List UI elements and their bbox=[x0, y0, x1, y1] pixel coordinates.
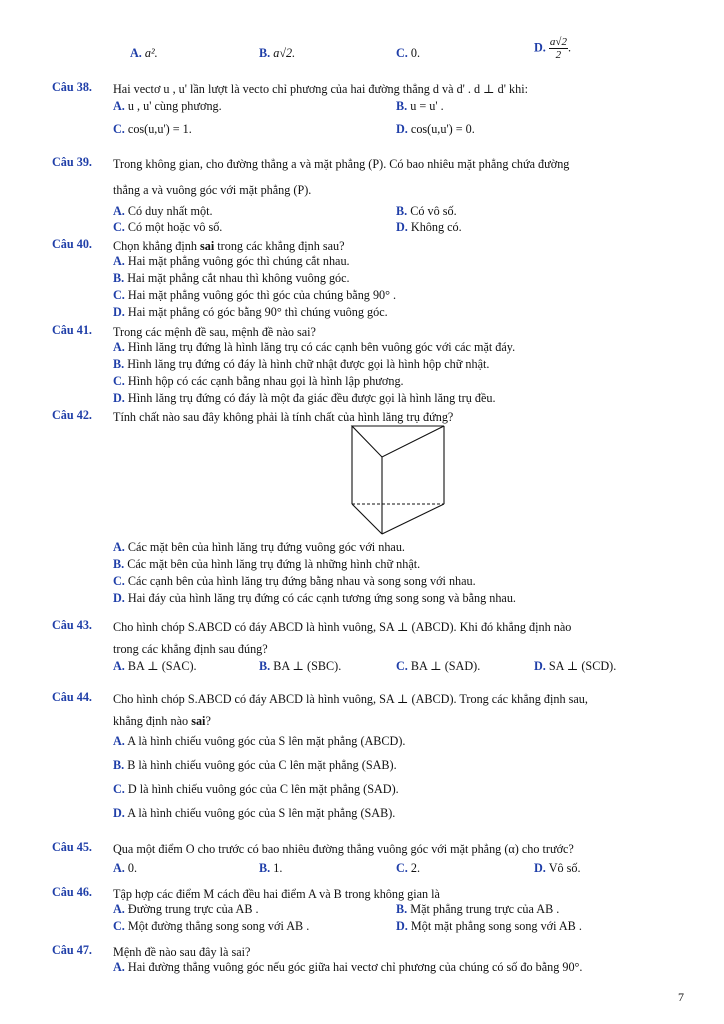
question-number: Câu 46. bbox=[52, 885, 92, 899]
question-number: Câu 42. bbox=[52, 408, 92, 422]
question-number: Câu 43. bbox=[52, 618, 92, 632]
question-number: Câu 41. bbox=[52, 323, 92, 337]
option-a: u , u' cùng phương. bbox=[127, 99, 222, 113]
option-d: A là hình chiếu vuông góc của S lên mặt phẳng (SAB). bbox=[127, 806, 396, 820]
question-text: Chọn khẳng định sai trong các khẳng định sau? bbox=[113, 239, 345, 253]
question-text: Mệnh đề nào sau đây là sai? bbox=[113, 945, 251, 959]
option-a: 0. bbox=[127, 861, 138, 875]
question-text-line2: trong các khẳng định sau đúng? bbox=[113, 642, 268, 656]
option-b: Hai mặt phẳng cắt nhau thì không vuông góc. bbox=[127, 271, 350, 285]
question-text-line2: thẳng a và vuông góc với mặt phẳng (P). bbox=[113, 183, 312, 197]
question-number: Câu 40. bbox=[52, 237, 92, 251]
question-text: Hai vectơ u , u' lần lượt là vecto chỉ phương của hai đường thẳng d và d' . d ⊥ d' khi: bbox=[113, 82, 528, 96]
option-c: cos(u,u') = 1. bbox=[127, 122, 192, 136]
question-number: Câu 44. bbox=[52, 690, 92, 704]
option-b: u = u' . bbox=[410, 99, 444, 113]
option-d: Hai đáy của hình lăng trụ đứng có các cạnh tương ứng song song và bằng nhau. bbox=[127, 591, 516, 605]
option-b: B là hình chiếu vuông góc của C lên mặt phẳng (SAB). bbox=[127, 758, 397, 772]
option-b: Hình lăng trụ đứng có đáy là hình chữ nhật được gọi là hình hộp chữ nhật. bbox=[127, 357, 490, 371]
question-text: Tập hợp các điểm M cách đều hai điểm A và B trong không gian là bbox=[113, 887, 440, 901]
option-c: Hai mặt phẳng vuông góc thì góc của chúng bằng 90° . bbox=[127, 288, 397, 302]
question-number: Câu 45. bbox=[52, 840, 92, 854]
option-d: Hai mặt phẳng có góc bằng 90° thì chúng vuông góc. bbox=[127, 305, 388, 319]
question-text: Qua một điểm O cho trước có bao nhiêu đường thẳng vuông góc với mặt phẳng (α) cho trước? bbox=[113, 842, 574, 856]
prism-base-left bbox=[352, 504, 382, 534]
prism-top-face bbox=[352, 426, 444, 457]
question-text-line1: Cho hình chóp S.ABCD có đáy ABCD là hình vuông, SA ⊥ (ABCD). Khi đó khẳng định nào bbox=[113, 620, 572, 634]
question-text: Tính chất nào sau đây không phải là tính chất của hình lăng trụ đứng? bbox=[113, 410, 454, 424]
option-c: 2. bbox=[410, 861, 421, 875]
option-a: Các mặt bên của hình lăng trụ đứng vuông góc với nhau. bbox=[127, 540, 405, 554]
option-a: Hai đường thẳng vuông góc nếu góc giữa hai vectơ chỉ phương của chúng có số đo bằng 90°. bbox=[127, 960, 583, 974]
top-option-a: a². bbox=[144, 46, 158, 60]
option-b: BA ⊥ (SBC). bbox=[273, 659, 342, 673]
option-a: Hình lăng trụ đứng là hình lăng trụ có các cạnh bên vuông góc với các mặt đáy. bbox=[127, 340, 516, 354]
document-page: A. a². B. a√2. C. 0. D. $\frac{a√2}{2}$ . Câu 38. Hai vectơ u , u' lần lượt là vecto chỉ phương của hai đường thẳng d và d' . d ⊥ d' khi: A. u , u' cùng phương. B. u = u' . C. cos(u,u') = 1. D. cos(u,u') = 0. Câu 39. Trong không gian, cho đường thẳng a và mặt phẳng (P). Có bao nhiêu mặt phẳng chứa đường thẳng a và vuông góc với mặt phẳng (P). A. Có duy nhất một. B. Có vô số. C. Có một hoặc vô số. D. Không có. Câu 40. Chọn khẳng định sai trong các khẳng định sau? A. Hai mặt phẳng vuông góc thì chúng cắt nhau. B. Hai mặt phẳng cắt nhau thì không vuông góc. C. Hai mặt phẳng vuông góc thì góc của chúng bằng 90° . D. Hai mặt phẳng có góc bằng 90° thì chúng vuông góc. Câu 41. Trong các mệnh đề sau, mệnh đề nào sai? A. Hình lăng trụ đứng là hình lăng trụ có các cạnh bên vuông góc với các mặt đáy. B. Hình lăng trụ đứng có đáy là hình chữ nhật được gọi là hình hộp chữ nhật. C. Hình hộp có các cạnh bằng nhau gọi là hình lập phương. D. Hình lăng trụ đứng có đáy là một đa giác đều được gọi là hình lăng trụ đều. Câu 42. Tính chất nào sau đây không phải là tính chất của hình lăng trụ đứng? A. Các mặt bên của hình lăng trụ đứng vuông góc với nhau. B. Các mặt bên của hình lăng trụ đứng là những hình chữ nhật. C. Các cạnh bên của hình lăng trụ đứng bằng nhau và song song với nhau. D. Hai đáy của hình lăng trụ đứng có các cạnh tương ứng song song và bằng nhau. Câu 43. Cho hình chóp S.ABCD có đáy ABCD là hình vuông, SA ⊥ (ABCD). Khi đó khẳng định nào trong các khẳng định sau đúng? A. BA ⊥ (SAC). B. BA ⊥ (SBC). C. BA ⊥ (SAD). D. SA ⊥ (SCD). Câu 44. Cho hình chóp S.ABCD có đáy ABCD là hình vuông, SA ⊥ (ABCD). Trong các khẳng định sau, khẳng định nào sai? A. A là hình chiếu vuông góc của S lên mặt phẳng (ABCD). B. B là hình chiếu vuông góc của C lên mặt phẳng (SAB). C. D là hình chiếu vuông góc của C lên mặt phẳng (SAD). D. A là hình chiếu vuông góc của S lên mặt phẳng (SAB). Câu 45. Qua một điểm O cho trước có bao nhiêu đường thẳng vuông góc với mặt phẳng (α) cho trước? A. 0. B. 1. C. 2. D. Vô số. Câu 46. Tập hợp các điểm M cách đều hai điểm A và B trong không gian là A. Đường trung trực của AB . B. Mặt phẳng trung trực của AB . C. Một đường thẳng song song với AB . D. Một mặt phẳng song song với AB . Câu 47. Mệnh đề nào sau đây là sai? A. Hai đường thẳng vuông góc nếu góc giữa hai vectơ chỉ phương của chúng có số đo bằng 90°. 7 bbox=[0, 0, 724, 1024]
option-a: Đường trung trực của AB . bbox=[127, 902, 259, 916]
question-text-line1: Cho hình chóp S.ABCD có đáy ABCD là hình vuông, SA ⊥ (ABCD). Trong các khẳng định sau, bbox=[113, 692, 588, 706]
option-d: SA ⊥ (SCD). bbox=[548, 659, 617, 673]
top-option-b: a√2. bbox=[273, 46, 296, 60]
option-a: BA ⊥ (SAC). bbox=[127, 659, 197, 673]
option-d: Vô số. bbox=[548, 861, 581, 875]
prism-base-right bbox=[382, 504, 444, 534]
question-number: Câu 39. bbox=[52, 155, 92, 169]
option-c: BA ⊥ (SAD). bbox=[410, 659, 481, 673]
question-number: Câu 47. bbox=[52, 943, 92, 957]
option-a: A là hình chiếu vuông góc của S lên mặt phẳng (ABCD). bbox=[127, 734, 406, 748]
option-b: 1. bbox=[273, 861, 283, 875]
prism-figure bbox=[340, 424, 452, 536]
option-c: Các cạnh bên của hình lăng trụ đứng bằng nhau và song song với nhau. bbox=[127, 574, 476, 588]
option-c: D là hình chiếu vuông góc của C lên mặt phẳng (SAD). bbox=[127, 782, 399, 796]
option-a: Hai mặt phẳng vuông góc thì chúng cắt nhau. bbox=[127, 254, 350, 268]
option-b: Có vô số. bbox=[410, 204, 457, 218]
question-text-line1: Trong không gian, cho đường thẳng a và mặt phẳng (P). Có bao nhiêu mặt phẳng chứa đường bbox=[113, 157, 570, 171]
top-option-c: 0. bbox=[410, 46, 421, 60]
option-c: Một đường thẳng song song với AB . bbox=[127, 919, 310, 933]
option-b: Các mặt bên của hình lăng trụ đứng là những hình chữ nhật. bbox=[127, 557, 421, 571]
question-text: Trong các mệnh đề sau, mệnh đề nào sai? bbox=[113, 325, 316, 339]
option-c: Có một hoặc vô số. bbox=[127, 220, 223, 234]
option-a: Có duy nhất một. bbox=[127, 204, 213, 218]
question-number: Câu 38. bbox=[52, 80, 92, 94]
question-text-line2: khẳng định nào sai? bbox=[113, 714, 211, 728]
option-d: Hình lăng trụ đứng có đáy là một đa giác đều được gọi là hình lăng trụ đều. bbox=[127, 391, 496, 405]
page-number: 7 bbox=[678, 990, 684, 1004]
option-b: Mặt phẳng trung trực của AB . bbox=[410, 902, 560, 916]
option-c: Hình hộp có các cạnh bằng nhau gọi là hình lập phương. bbox=[127, 374, 404, 388]
top-option-d-fraction: $\frac{a√2}{2}$ bbox=[549, 36, 567, 61]
option-d: Không có. bbox=[410, 220, 462, 234]
option-d: cos(u,u') = 0. bbox=[410, 122, 475, 136]
option-d: Một mặt phẳng song song với AB . bbox=[410, 919, 582, 933]
